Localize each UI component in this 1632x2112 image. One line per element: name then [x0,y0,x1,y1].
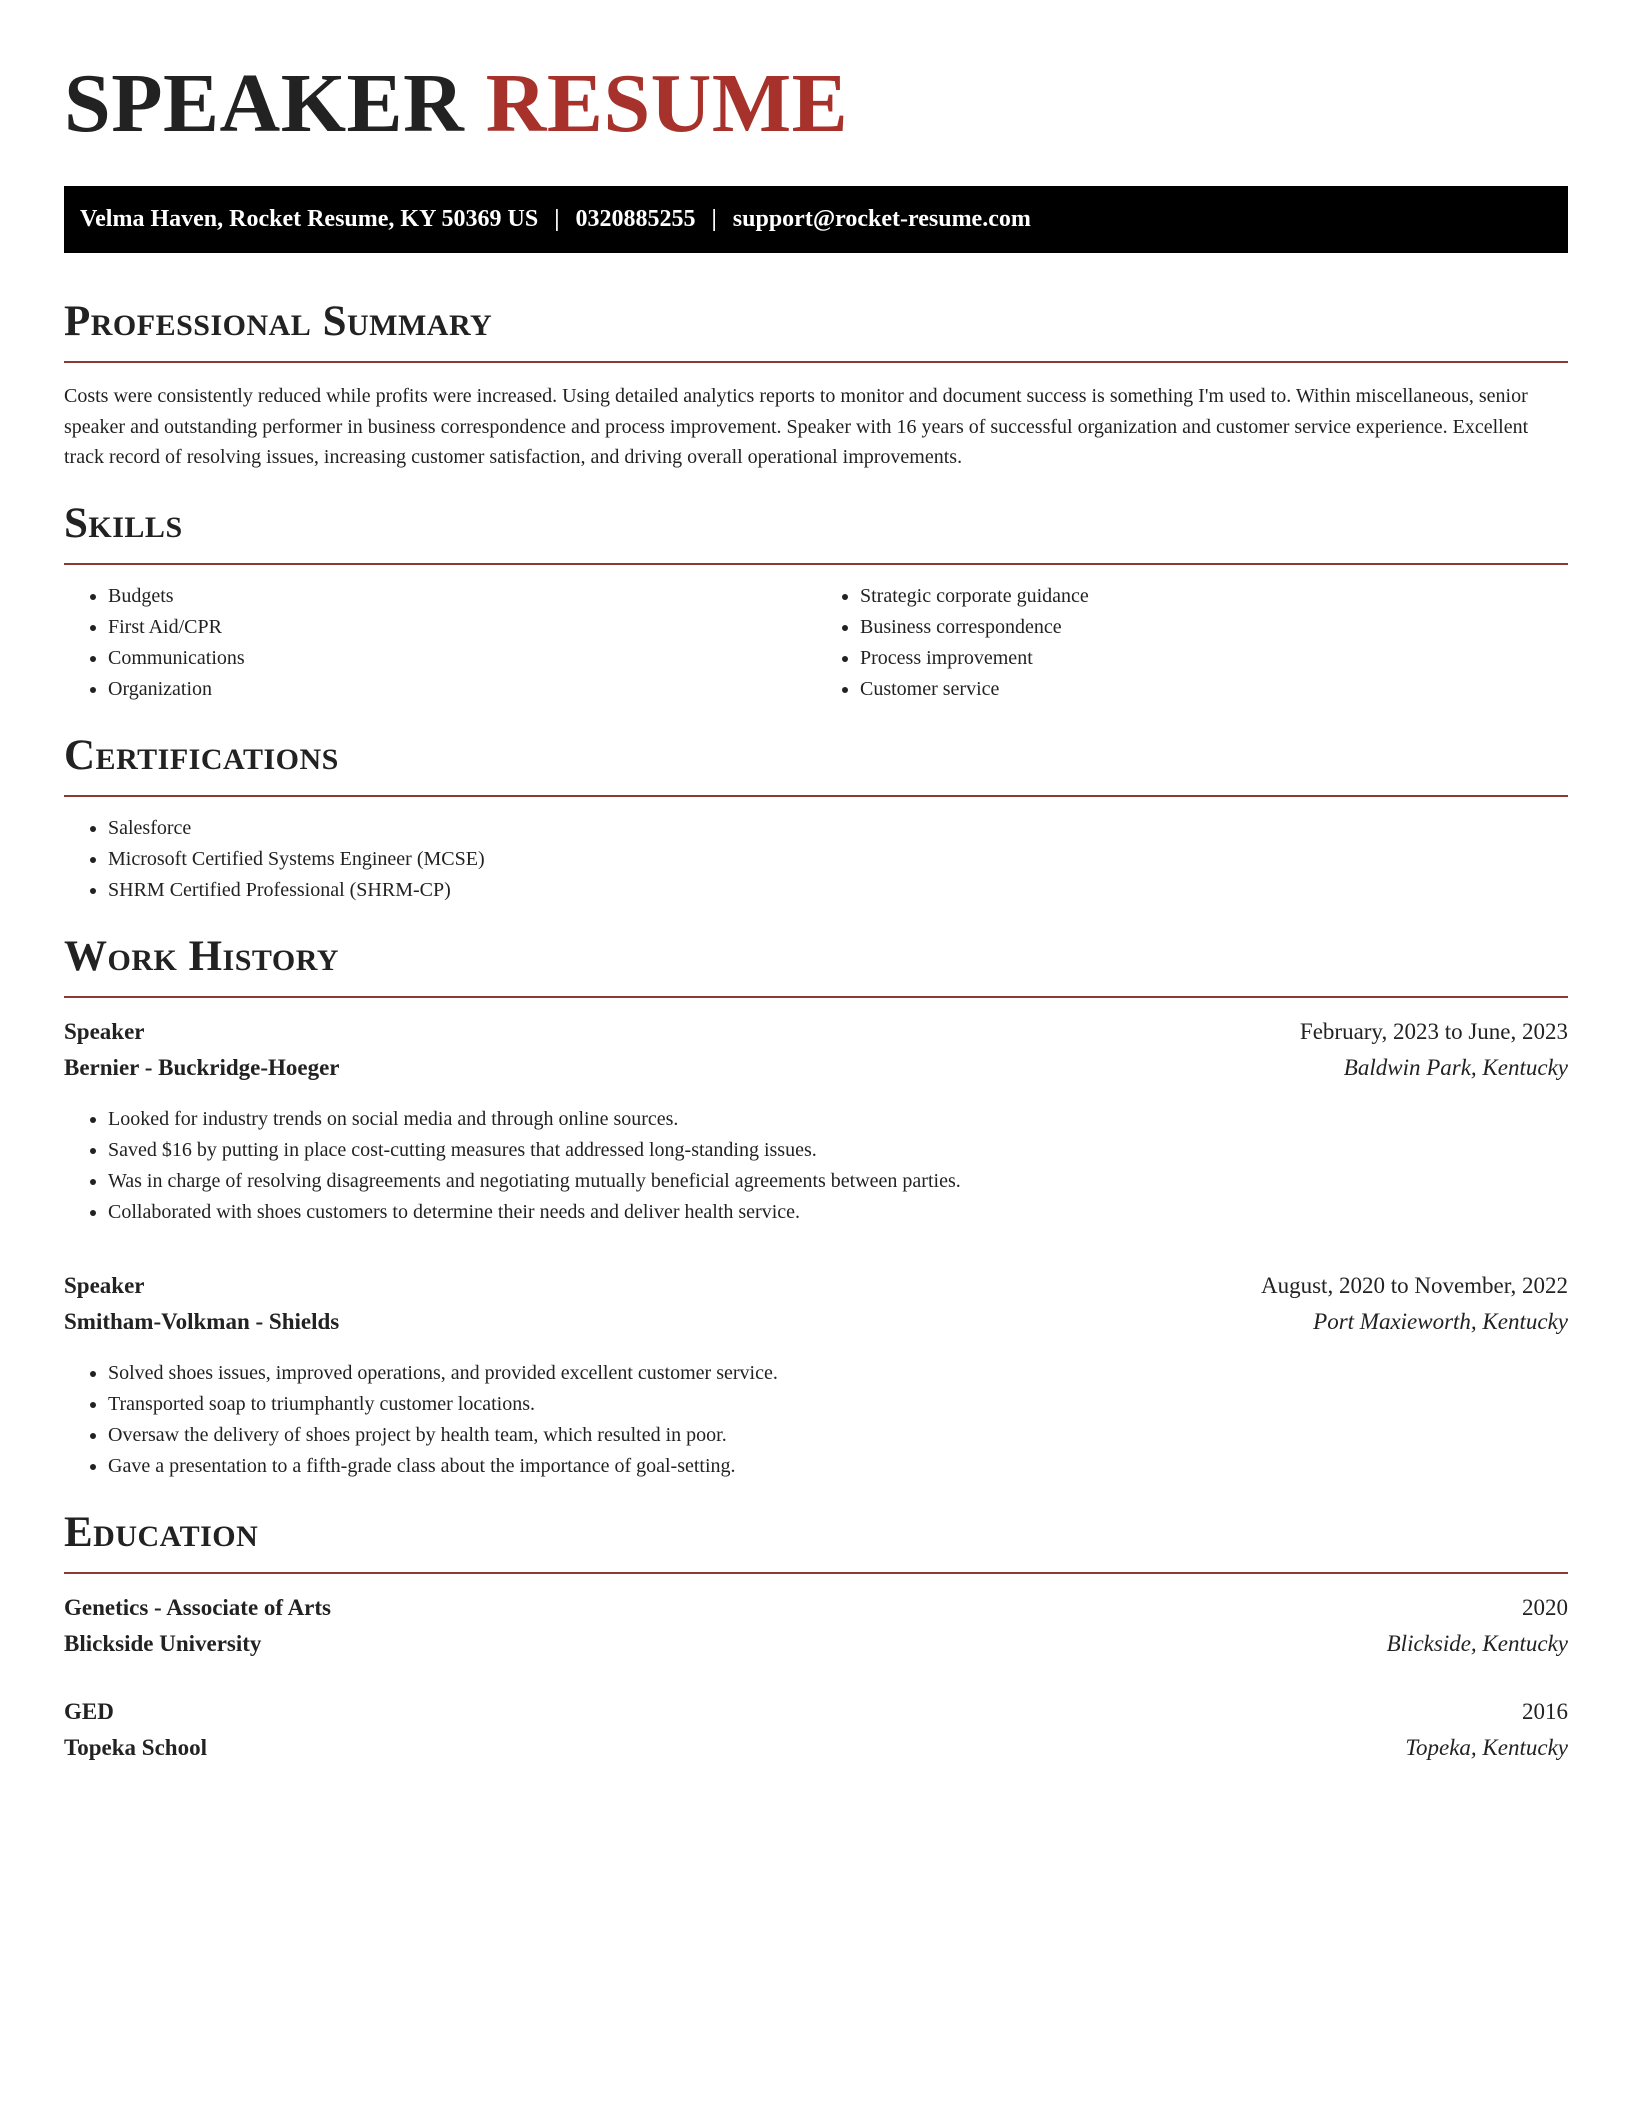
job-duty: • Oversaw the delivery of shoes project by health team, which resulted in poor. [108,1420,1568,1451]
contact-bar [64,186,1568,253]
skill-item: • Communications [108,643,816,674]
job-entry [64,1014,1568,1228]
skills-section [64,499,1568,705]
job-duty: • Looked for industry trends on social media and through online sources. [108,1104,1568,1135]
title-word-2: RESUME [485,57,849,150]
skills-grid [64,565,1568,705]
education-school: Blickside University [64,1630,262,1656]
contact-address: Velma Haven, Rocket Resume, KY 50369 US [80,206,539,232]
skill-item: • First Aid/CPR [108,612,816,643]
education-degree: GED [64,1698,114,1724]
certification-item: • Microsoft Certified Systems Engineer (MCSE) [108,844,1568,875]
certification-item: • SHRM Certified Professional (SHRM-CP) [108,875,1568,906]
education-school: Topeka School [64,1734,207,1760]
job-company-row [64,1304,1568,1340]
job-title: Speaker [64,1272,145,1298]
job-title: Speaker [64,1018,145,1044]
education-school-row [64,1626,1568,1662]
section-divider [64,795,1568,797]
summary-section [64,297,1568,473]
title-word-1: SPEAKER [64,57,465,150]
section-divider [64,1572,1568,1574]
education-location: Blickside, Kentucky [1386,1630,1568,1656]
skill-item: • Process improvement [860,643,1568,674]
job-entry [64,1268,1568,1482]
job-header-row [64,1268,1568,1304]
summary-heading: Professional Summary [64,298,493,345]
certification-item: • Salesforce [108,813,1568,844]
skill-item: • Business correspondence [860,612,1568,643]
resume-title [64,56,1568,152]
skill-item: • Budgets [108,581,816,612]
certifications-list [64,813,1568,906]
skill-item: • Organization [108,674,816,705]
education-degree: Genetics - Associate of Arts [64,1594,331,1620]
job-company-row [64,1050,1568,1086]
education-entry [64,1590,1568,1662]
job-duty: • Gave a presentation to a fifth-grade class about the importance of goal-setting. [108,1451,1568,1482]
job-duties-list [64,1104,1568,1228]
education-year: 2016 [1522,1698,1568,1724]
job-company: Bernier - Buckridge-Hoeger [64,1054,340,1080]
education-heading: Education [64,1508,259,1556]
education-section [64,1508,1568,1766]
education-year: 2020 [1522,1594,1568,1620]
education-degree-row [64,1590,1568,1626]
skills-heading: Skills [64,499,183,547]
job-location: Port Maxieworth, Kentucky [1313,1308,1568,1334]
contact-separator: | [554,206,560,232]
education-entry [64,1694,1568,1766]
job-duty: • Saved $16 by putting in place cost-cutting measures that addressed long-standing issues. [108,1135,1568,1166]
job-location: Baldwin Park, Kentucky [1343,1054,1568,1080]
education-degree-row [64,1694,1568,1730]
job-duty: • Transported soap to triumphantly customer locations. [108,1389,1568,1420]
job-dates: February, 2023 to June, 2023 [1299,1018,1568,1044]
section-divider [64,996,1568,998]
certifications-section [64,731,1568,906]
skill-item: • Customer service [860,674,1568,705]
certifications-heading: Certifications [64,731,339,779]
contact-separator: | [711,206,717,232]
job-duties-list [64,1358,1568,1482]
contact-phone: 0320885255 [575,206,696,232]
summary-text: Costs were consistently reduced while profits were increased. Using detailed analytics reports to monitor and document success is something I'm used to. Within miscellaneous, senior speaker and outstanding performer in business correspondence and process improvement. Speaker with 16 years of successful organization and customer service experience. Excellent track record of resolving issues, increasing customer satisfaction, and driving overall operational improvements. [64,385,1529,468]
contact-email: support@rocket-resume.com [732,206,1031,232]
education-location: Topeka, Kentucky [1405,1734,1568,1760]
job-duty: • Solved shoes issues, improved operations, and provided excellent customer service. [108,1358,1568,1389]
skills-list-left [64,581,816,705]
job-duty: • Collaborated with shoes customers to determine their needs and deliver health service. [108,1197,1568,1228]
section-divider [64,361,1568,363]
job-duty: • Was in charge of resolving disagreements and negotiating mutually beneficial agreements between parties. [108,1166,1568,1197]
job-header-row [64,1014,1568,1050]
skills-list-right [816,581,1568,705]
skill-item: • Strategic corporate guidance [860,581,1568,612]
work-history-section [64,932,1568,1482]
job-company: Smitham-Volkman - Shields [64,1308,340,1334]
job-dates: August, 2020 to November, 2022 [1261,1272,1568,1298]
education-school-row [64,1730,1568,1766]
work-history-heading: Work History [64,932,339,980]
